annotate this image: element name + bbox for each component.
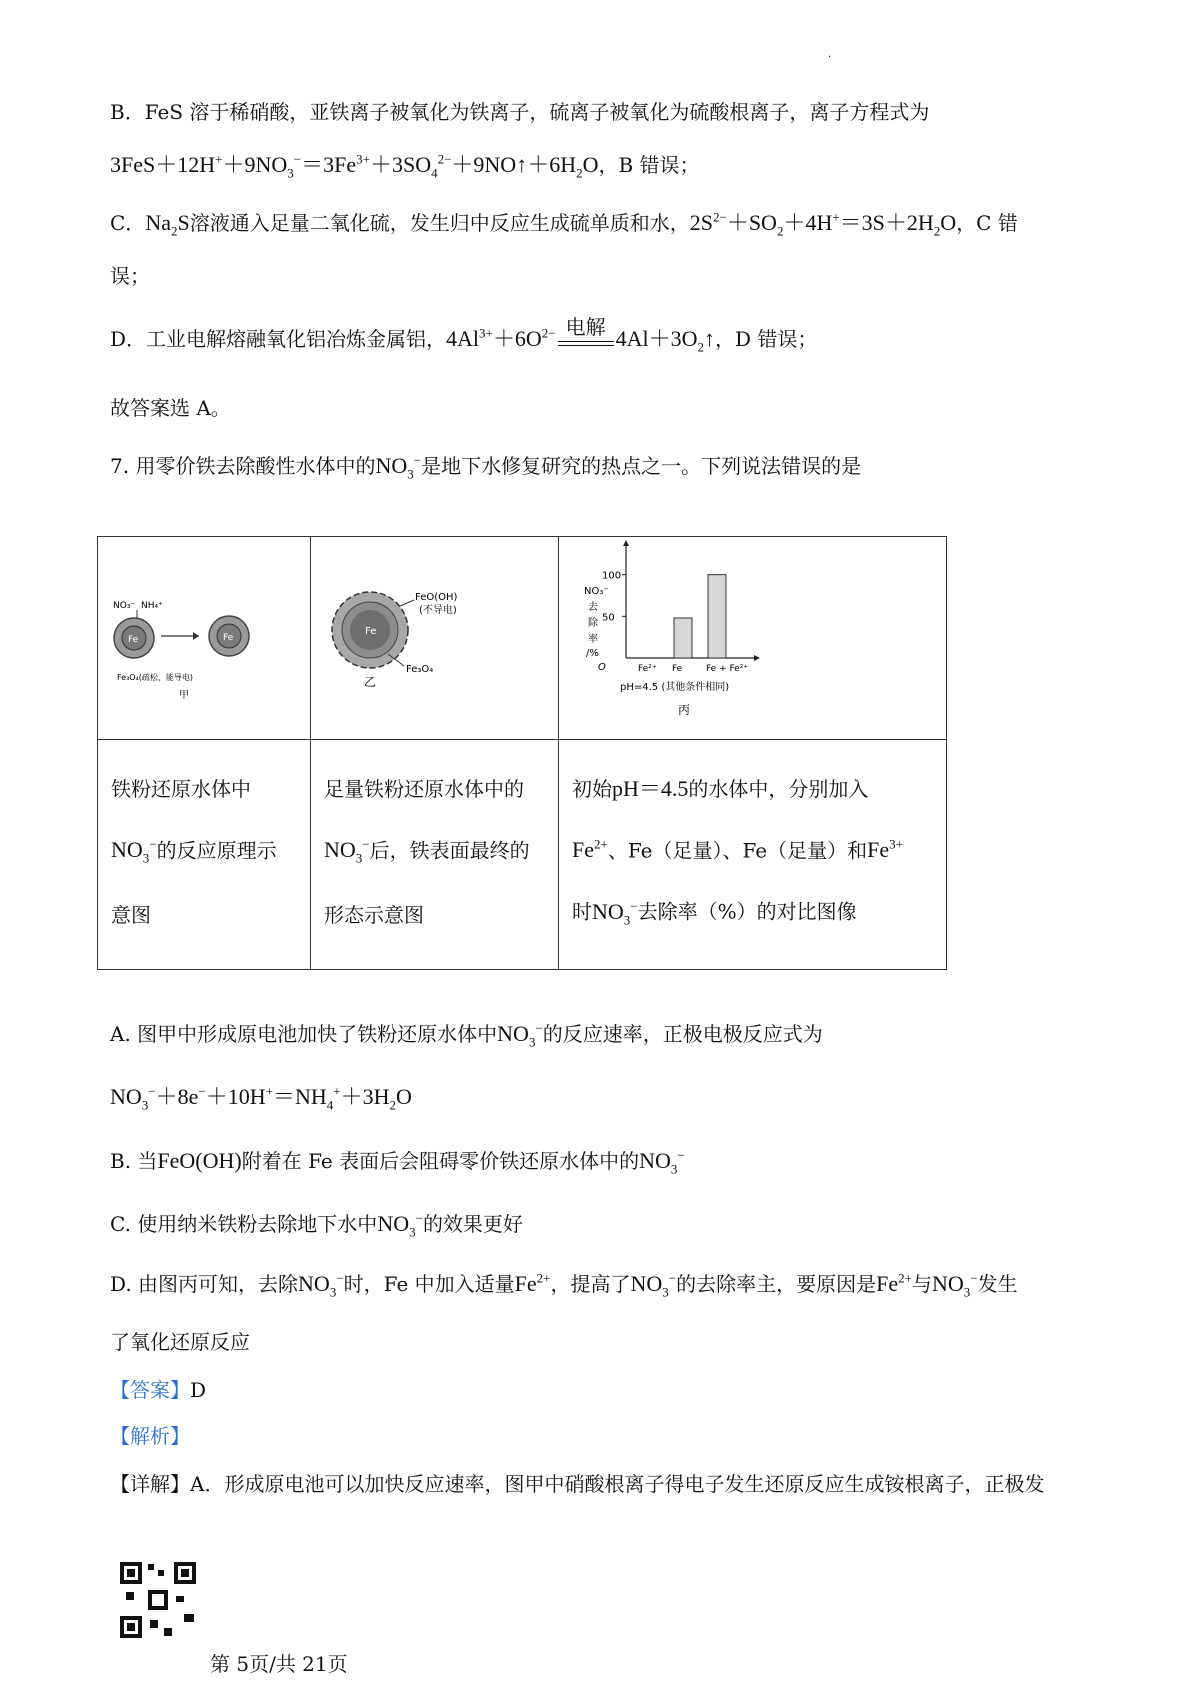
equation-d: $4Al^{3+}+6O^{2-}$ 电解 $4Al+3O_2↑$ (446, 326, 715, 351)
formula-no3: $NO_3^-$ (592, 898, 638, 928)
desc3-line3 (572, 878, 933, 948)
desc1-line3: 意图 (111, 902, 151, 927)
q7-table (97, 536, 947, 970)
desc1-line2 (111, 817, 297, 887)
formula-no3: $NO_3^-$ (375, 452, 422, 482)
fig-cell-bing (559, 537, 947, 740)
detail-text: A．形成原电池可以加快反应速率，图甲中硝酸根离子得电子发生还原反应生成铵根离子，正极发 (190, 1472, 1045, 1496)
option-d-e: 与 (911, 1272, 932, 1296)
equation-a: $NO_3^-+8e^-+10H^+=NH_4^++3H_2O$ (110, 1083, 412, 1113)
y-tick-label: 50 (602, 612, 615, 624)
option-d-verdict: ，D 错误； (715, 327, 818, 351)
formula-no3: $NO_3^-$ (111, 837, 157, 866)
desc3-c: 、Fe（足量）、Fe（足量）和 (607, 838, 868, 863)
option-c-q7 (110, 1208, 523, 1240)
option-d-b: 时，Fe 中加入适量 (343, 1272, 515, 1296)
desc3-a: 初始 (572, 777, 612, 801)
ylabel-qu: 去 (588, 602, 598, 613)
formula-no3: $NO_3^-$ (931, 1270, 978, 1300)
x-axis-arrow (754, 655, 760, 661)
answer-tag: 【答案】 (110, 1378, 190, 1402)
y-tick-label: 100 (602, 570, 622, 582)
formula-no3: $NO_3^-$ (377, 1210, 423, 1240)
analysis-tag: 【解析】 (110, 1424, 190, 1448)
fe-label-left: Fe (128, 635, 139, 645)
ylabel-chu: 除 (588, 618, 598, 629)
desc1-line2-text: 的反应原理示 (156, 838, 277, 863)
chart-caption: pH=4.5 (其他条件相同) (620, 682, 730, 693)
answer-line (110, 1374, 206, 1403)
q7-stem-b: 是地下水修复研究的热点之一。下列说法错误的是 (421, 454, 862, 478)
desc3-b: 的水体中，分别加入 (688, 777, 869, 801)
option-a-a: A. 图甲中形成原电池加快了铁粉还原水体中 (110, 1022, 498, 1046)
option-b-verdict: ，B 错误； (598, 153, 700, 177)
desc3-line2 (572, 817, 933, 878)
origin-label: O (598, 662, 606, 673)
option-c-verdict: ，C 错 (956, 211, 1018, 235)
corner-dot: · (828, 52, 832, 63)
desc1-line1: 铁粉还原水体中 (111, 777, 251, 801)
answer-value: D (190, 1378, 207, 1402)
ylabel-unit: /% (586, 648, 599, 659)
equation-b: $3FeS+12H^++9NO_3^-=3Fe^{3+}+3SO_4^{2-}+9NO↑+6H_2O$ (110, 151, 599, 181)
desc2-line2-text: 后，铁表面最终的 (369, 838, 530, 863)
figure-label-jia: 甲 (179, 690, 189, 701)
formula-no3: $NO_3^-$ (639, 1147, 685, 1177)
fig-cell-yi (311, 537, 559, 740)
option-d-f: 发生 (977, 1272, 1018, 1296)
q7-stem-a: 7. 用零价铁去除酸性水体中的 (110, 454, 376, 478)
y-axis-arrow (623, 540, 629, 546)
nonconductive-note: (不导电) (419, 605, 457, 616)
diagram-yi (312, 538, 557, 738)
option-a-line (110, 1018, 823, 1050)
formula-fe2: $Fe^{2+}$ (876, 1270, 912, 1296)
bar (674, 618, 692, 658)
x-tick-label: Fe (672, 664, 683, 674)
electrolysis-condition: 电解 (565, 317, 606, 339)
formula-no3: $NO_3^-$ (497, 1020, 543, 1050)
conclusion: 故答案选 A。 (110, 396, 231, 420)
desc2-line3: 形态示意图 (324, 902, 424, 927)
option-d-cont: 了氧化还原反应 (110, 1330, 250, 1354)
desc-cell-jia (98, 740, 311, 970)
detail-line (110, 1468, 1044, 1497)
option-d-c: ，提高了 (550, 1272, 631, 1296)
desc-cell-yi (311, 740, 559, 970)
desc2-line1: 足量铁粉还原水体中的 (324, 777, 524, 801)
page-footer: 第 5页/共 21页 (210, 1652, 348, 1676)
ion-no3-label: NO₃⁻ (113, 601, 136, 611)
option-d-d: 的去除率主，要原因是 (676, 1272, 877, 1296)
ion-nh4-label: NH₄⁺ (141, 601, 163, 611)
formula-fe2: $Fe^{2+}$ (514, 1270, 551, 1296)
formula-feooh: FeO(OH) (157, 1148, 242, 1173)
option-b-equation-line (110, 148, 700, 181)
chart-bing (560, 538, 945, 738)
fe3o4-label: Fe₃O₄ (406, 664, 434, 675)
formula-no3: $NO_3^-$ (324, 837, 370, 866)
shell-label: Fe₃O₄(疏松、能导电) (117, 673, 194, 682)
figure-label-yi: 乙 (364, 675, 377, 689)
ylabel-no3: NO₃⁻ (584, 586, 609, 597)
qr-code-image (118, 1560, 198, 1640)
option-c-a: C. 使用纳米铁粉去除地下水中 (110, 1212, 378, 1236)
option-d-a: D. 由图丙可知，去除 (110, 1272, 299, 1296)
feooh-label: FeO(OH) (415, 592, 458, 603)
formula-no3: $NO_3^-$ (298, 1270, 344, 1300)
arrow-head (193, 632, 199, 640)
option-c-text: 溶液通入足量二氧化硫，发生归中反应生成硫单质和水， (189, 211, 690, 235)
desc-cell-bing (559, 740, 947, 970)
option-d-q7 (110, 1268, 1018, 1300)
option-b-q7 (110, 1145, 685, 1177)
diagram-jia (99, 538, 309, 738)
x-tick-label: Fe + Fe²⁺ (706, 664, 749, 674)
ph-value: pH＝4.5 (612, 776, 689, 801)
option-a-b: 的反应速率，正极电极反应式为 (542, 1022, 823, 1046)
formula-fe2: $Fe^{2+}$ (572, 837, 608, 863)
option-c-b: 的效果更好 (422, 1212, 523, 1236)
option-c-line (110, 206, 1018, 239)
q7-stem (110, 450, 861, 482)
desc3-e: 去除率（%）的对比图像 (637, 899, 857, 924)
desc3-line1 (572, 761, 933, 817)
equation-c: $2S^{2-}+SO_2+4H^+=3S+2H_2O$ (689, 209, 957, 239)
formula-na2s: $Na_2S$ (145, 210, 190, 239)
option-b-intro: B．FeS 溶于稀硝酸，亚铁离子被氧化为铁离子，硫离子被氧化为硫酸根离子，离子方程式为 (110, 100, 930, 124)
formula-no3: $NO_3^-$ (630, 1270, 677, 1300)
detail-tag: 【详解】 (110, 1472, 190, 1496)
ylabel-lv: 率 (588, 634, 598, 645)
fig-cell-jia (98, 537, 311, 740)
leader-outer (400, 600, 414, 606)
bar (708, 575, 726, 658)
option-c-prefix: C． (110, 211, 146, 235)
option-b-a: B. 当 (110, 1149, 158, 1173)
desc3-d: 时 (572, 899, 592, 924)
option-d-text: D．工业电解熔融氧化铝冶炼金属铝， (110, 327, 447, 351)
fe-label-right: Fe (223, 633, 234, 643)
option-c-cont: 误； (110, 264, 150, 288)
desc2-line2 (324, 817, 545, 887)
figure-label-bing: 丙 (678, 703, 691, 717)
formula-fe3: $Fe^{3+}$ (867, 837, 903, 863)
x-tick-label: Fe²⁺ (638, 664, 657, 674)
option-b-b: 附着在 Fe 表面后会阻碍零价铁还原水体中的 (241, 1149, 640, 1173)
option-d-line (110, 317, 818, 355)
fe-core-label: Fe (365, 626, 377, 637)
